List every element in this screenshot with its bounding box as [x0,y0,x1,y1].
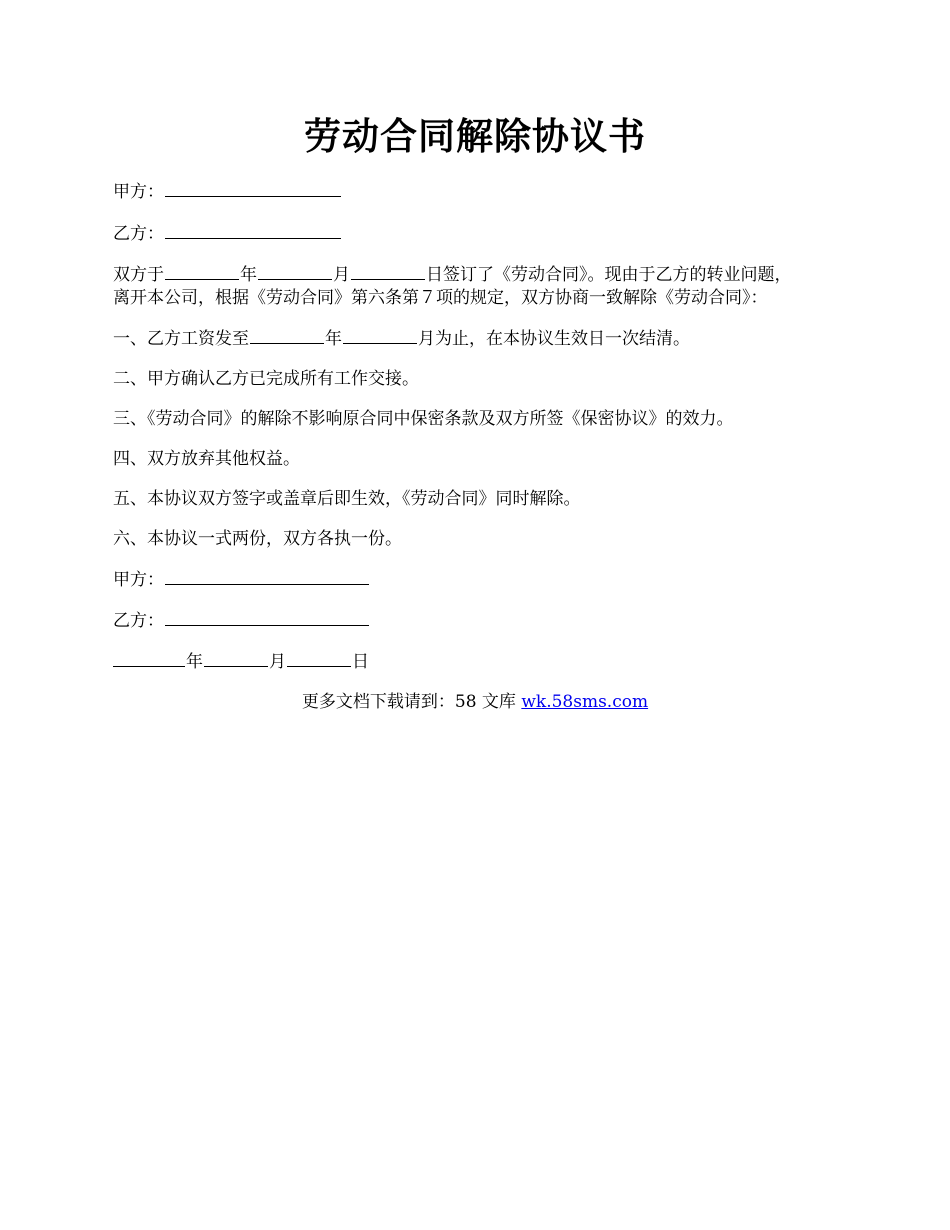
intro-line-2: 离开本公司，根据《劳动合同》第六条第７项的规定，双方协商一致解除《劳动合同》： [113,288,768,308]
date-day-blank [287,649,351,667]
intro-text-2: 日签订了《劳动合同》。现由于乙方的转业问题， [426,265,792,285]
footer-link[interactable]: wk.58sms.com [521,692,649,712]
party-b-line [113,221,342,246]
clause-1-year-label: 年 [325,329,342,349]
sign-party-b-line [113,608,370,633]
clause-1-text-1: 一、乙方工资发至 [113,329,249,349]
party-a-label: 甲方： [113,182,164,202]
intro-line-1 [113,262,792,287]
sign-party-a-blank [165,567,369,585]
date-month-label: 月 [269,652,286,672]
sign-party-b-blank [165,608,369,626]
footer [0,690,950,714]
party-a-line [113,179,342,204]
date-month-blank [204,649,268,667]
intro-year-blank [165,262,239,280]
date-day-label: 日 [352,652,369,672]
party-b-blank [165,221,341,239]
clause-2: 二、甲方确认乙方已完成所有工作交接。 [113,369,419,389]
sign-party-a-label: 甲方： [113,570,164,590]
date-year-blank [113,649,185,667]
clause-5: 五、本协议双方签字或盖章后即生效，《劳动合同》同时解除。 [113,489,581,509]
party-b-label: 乙方： [113,224,164,244]
clause-6: 六、本协议一式两份，双方各执一份。 [113,529,402,549]
intro-text-1: 双方于 [113,265,164,285]
intro-year-label: 年 [240,265,257,285]
sign-party-b-label: 乙方： [113,611,164,631]
intro-month-label: 月 [333,265,350,285]
footer-text: 更多文档下载请到：58 文库 [301,692,522,712]
clause-1 [113,326,690,351]
sign-party-a-line [113,567,370,592]
party-a-blank [165,179,341,197]
date-line [113,649,369,674]
clause-1-text-2: 月为止，在本协议生效日一次结清。 [418,329,690,349]
intro-month-blank [258,262,332,280]
clause-1-year-blank [250,326,324,344]
intro-day-blank [351,262,425,280]
clause-4: 四、双方放弃其他权益。 [113,449,300,469]
document-title: 劳动合同解除协议书 [304,114,646,158]
clause-3: 三、《劳动合同》的解除不影响原合同中保密条款及双方所签《保密协议》的效力。 [113,409,734,429]
date-year-label: 年 [186,652,203,672]
clause-1-month-blank [343,326,417,344]
